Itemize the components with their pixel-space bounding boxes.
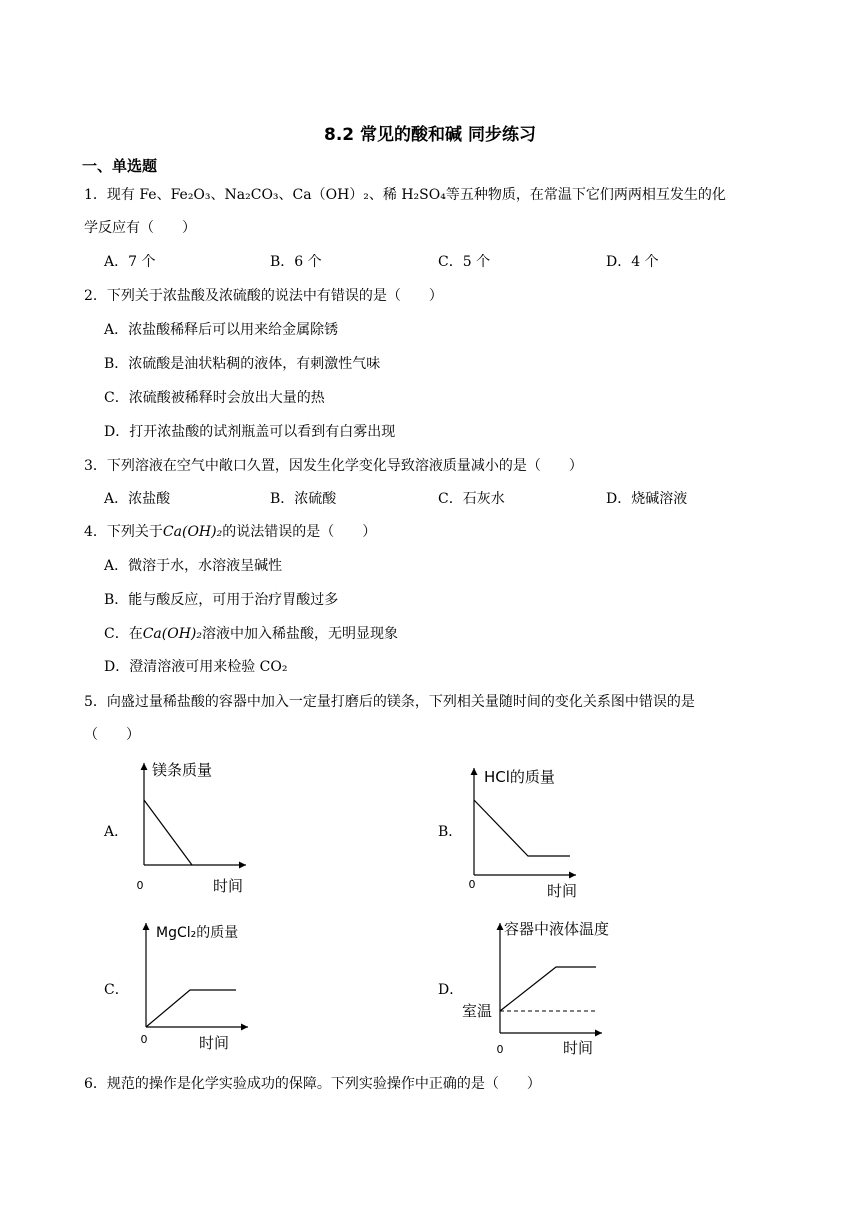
q2-option-d: D．打开浓盐酸的试剂瓶盖可以看到有白雾出现	[104, 424, 396, 440]
y-axis-label: MgCl₂的质量	[156, 925, 239, 941]
origin-label: 0	[140, 1033, 148, 1046]
q3-option-b: B．浓硫酸	[270, 491, 337, 507]
graph-a-magnesium-mass	[120, 755, 260, 900]
q2-stem: 2．下列关于浓盐酸及浓硫酸的说法中有错误的是（ ）	[84, 288, 443, 304]
q5-stem-line1: 5．向盛过量稀盐酸的容器中加入一定量打磨后的镁条，下列相关量随时间的变化关系图中错误的是	[84, 694, 695, 710]
q3-stem: 3．下列溶液在空气中敞口久置，因发生化学变化导致溶液质量减小的是（ ）	[84, 458, 583, 474]
origin-label: 0	[496, 1043, 504, 1056]
q5-option-c-label: C．	[104, 982, 129, 998]
q5-option-b-label: B．	[438, 824, 463, 840]
graph-d-liquid-temperature	[460, 915, 635, 1060]
page-title: 8.2 常见的酸和碱 同步练习	[324, 125, 536, 145]
q1-stem-line1: 1．现有 Fe、Fe₂O₃、Na₂CO₃、Ca（OH）₂、稀 H₂SO₄等五种物质，在常温下它们两两相互发生的化	[84, 187, 726, 203]
origin-label: 0	[136, 879, 144, 892]
q2-option-a: A．浓盐酸稀释后可以用来给金属除锈	[104, 322, 339, 338]
q1-option-a: A．7 个	[104, 254, 156, 270]
q4-stem	[84, 521, 376, 541]
q1-stem-line2: 学反应有（ ）	[84, 220, 196, 236]
q4-option-c-post: 溶液中加入稀盐酸，无明显现象	[202, 626, 398, 642]
origin-label: 0	[468, 878, 476, 891]
q1-option-c: C．5 个	[438, 254, 491, 270]
q4-option-c-formula: Ca(OH)₂	[142, 626, 202, 642]
y-axis-label: 镁条质量	[152, 761, 213, 779]
q1-option-d: D．4 个	[606, 254, 659, 270]
graph-c-mgcl2-mass	[120, 915, 260, 1060]
q4-option-a: A．微溶于水，水溶液呈碱性	[104, 558, 283, 574]
q4-option-c-pre: C．在	[104, 626, 143, 642]
y-axis-label: HCl的质量	[484, 768, 555, 786]
q4-formula: Ca(OH)₂	[162, 524, 223, 540]
x-axis-label: 时间	[198, 1034, 230, 1052]
q3-option-c: C．石灰水	[438, 491, 505, 507]
q1-option-b: B．6 个	[270, 254, 322, 270]
q4-option-c	[104, 623, 398, 643]
data-line	[144, 800, 192, 865]
q2-option-c: C．浓硫酸被稀释时会放出大量的热	[104, 390, 325, 406]
q5-option-a-label: A．	[104, 824, 129, 840]
section-heading: 一、单选题	[82, 157, 158, 175]
q6-stem: 6．规范的操作是化学实验成功的保障。下列实验操作中正确的是（ ）	[84, 1076, 541, 1092]
x-axis-label: 时间	[212, 877, 244, 895]
data-line	[474, 800, 570, 856]
data-line	[500, 967, 596, 1011]
y-axis-label: 容器中液体温度	[504, 920, 610, 938]
q3-option-a: A．浓盐酸	[104, 491, 171, 507]
q4-option-d: D．澄清溶液可用来检验 CO₂	[104, 659, 288, 675]
x-axis-label: 时间	[562, 1039, 594, 1057]
x-axis-label: 时间	[546, 882, 578, 900]
q3-option-d: D．烧碱溶液	[606, 491, 688, 507]
q4-stem-post: 的说法错误的是（ ）	[222, 524, 377, 540]
q2-option-b: B．浓硫酸是油状粘稠的液体，有刺激性气味	[104, 356, 381, 372]
q5-stem-line2: （ ）	[84, 727, 140, 743]
q4-option-b: B．能与酸反应，可用于治疗胃酸过多	[104, 592, 339, 608]
q5-option-d-label: D．	[438, 982, 464, 998]
data-line	[146, 990, 236, 1027]
room-temperature-label: 室温	[462, 1002, 493, 1020]
graph-b-hcl-mass	[450, 760, 590, 905]
q4-stem-pre: 4．下列关于	[84, 524, 163, 540]
